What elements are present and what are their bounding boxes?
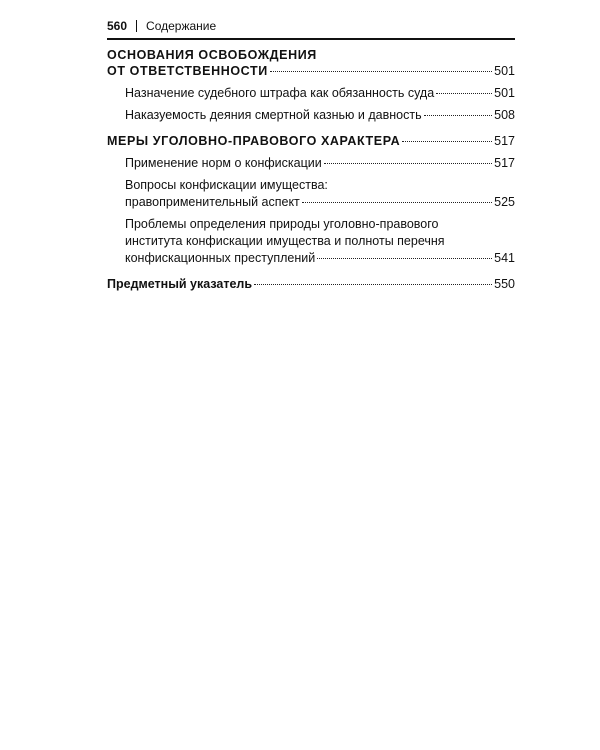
toc-page-ref: 541 bbox=[494, 251, 515, 265]
running-title: Содержание bbox=[146, 19, 217, 33]
dot-leader bbox=[324, 163, 492, 164]
toc-section-release bbox=[107, 47, 515, 124]
dot-leader bbox=[402, 141, 492, 142]
toc-page-ref: 525 bbox=[494, 195, 515, 209]
toc-page-ref: 501 bbox=[494, 86, 515, 100]
toc-entry-text: института конфискации имущества и полноты перечня bbox=[125, 234, 445, 248]
dot-leader bbox=[317, 258, 492, 259]
toc-entry[interactable] bbox=[125, 107, 515, 124]
toc-entry[interactable] bbox=[125, 216, 515, 267]
dot-leader bbox=[436, 93, 492, 94]
toc-entry-text: Проблемы определения природы уголовно-правового bbox=[125, 217, 439, 231]
toc-index-entry[interactable] bbox=[107, 276, 515, 293]
toc-entry[interactable] bbox=[125, 177, 515, 211]
header-divider bbox=[136, 20, 137, 32]
dot-leader bbox=[254, 284, 492, 285]
toc-entry-text: конфискационных преступлений bbox=[125, 251, 316, 265]
section-title-line: ОТ ОТВЕТСТВЕННОСТИ bbox=[107, 64, 268, 78]
toc-page-ref: 517 bbox=[494, 134, 515, 148]
toc-section-heading[interactable] bbox=[107, 63, 515, 80]
toc-entry-text: Наказуемость деяния смертной казнью и давность bbox=[125, 108, 422, 122]
toc-section-heading[interactable] bbox=[107, 133, 515, 150]
toc-entry-text: Применение норм о конфискации bbox=[125, 156, 322, 170]
toc-entry[interactable] bbox=[125, 155, 515, 172]
toc-page-ref: 508 bbox=[494, 108, 515, 122]
section-title-line: ОСНОВАНИЯ ОСВОБОЖДЕНИЯ bbox=[107, 48, 317, 62]
toc-entry-text: правоприменительный аспект bbox=[125, 195, 300, 209]
dot-leader bbox=[424, 115, 493, 116]
toc-entry-text: Назначение судебного штрафа как обязанность суда bbox=[125, 86, 435, 100]
toc-section-measures bbox=[107, 133, 515, 267]
toc-entry[interactable] bbox=[125, 85, 515, 102]
section-title: МЕРЫ УГОЛОВНО-ПРАВОВОГО ХАРАКТЕРА bbox=[107, 134, 401, 148]
toc-entry-text: Вопросы конфискации имущества: bbox=[125, 178, 328, 192]
toc-page-ref: 517 bbox=[494, 156, 515, 170]
toc-page bbox=[107, 18, 515, 293]
index-title: Предметный указатель bbox=[107, 277, 253, 291]
toc-page-ref: 550 bbox=[494, 277, 515, 291]
toc-page-ref: 501 bbox=[494, 64, 515, 78]
dot-leader bbox=[302, 202, 492, 203]
dot-leader bbox=[270, 71, 492, 72]
page-number: 560 bbox=[107, 19, 128, 33]
running-head bbox=[107, 18, 515, 40]
